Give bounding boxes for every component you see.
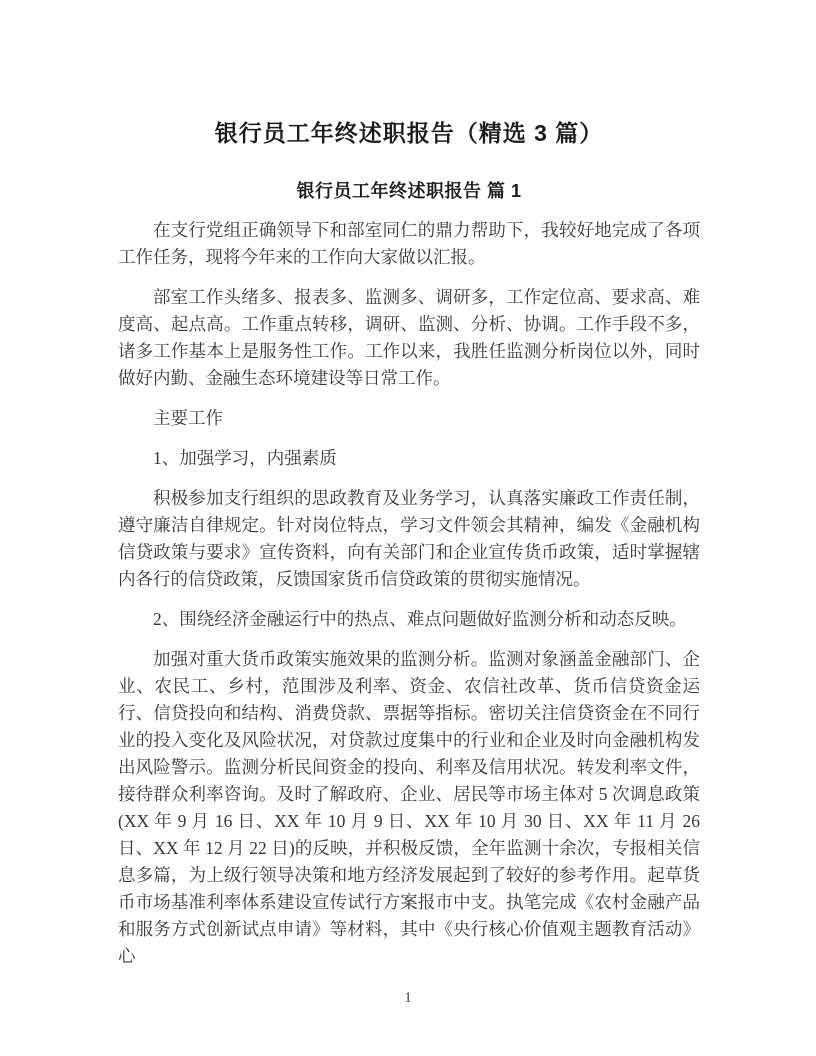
paragraph: 在支行党组正确领导下和部室同仁的鼎力帮助下，我较好地完成了各项工作任务，现将今年来的工作向大家做以汇报。 (118, 220, 700, 267)
paragraph: 2、围绕经济金融运行中的热点、难点问题做好监测分析和动态反映。 (153, 609, 687, 629)
page-number: 1 (404, 990, 412, 1006)
paragraph: 1、加强学习，内强素质 (153, 448, 337, 468)
paragraph: 加强对重大货币政策实施效果的监测分析。监测对象涵盖金融部门、企业、农民工、乡村，范围涉及利率、资金、农信社改革、货币信贷资金运行、信贷投向和结构、消费贷款、票据等指标。密切关注信贷资金在不同行业的投入变化及风险状况，对贷款过度集中的行业和企业及时向金融机构发出风险警示。监测分析民间资金的投向、利率及信用状况。转发利率文件，接待群众利率咨询。及时了解政府、企业、居民等市场主体对 5 次调息政策(XX 年 9 月 16 日、XX 年 10 月 9 日、XX 年 10 月 30 日、XX 年 11 月 26 日、XX 年 12 月 22 日)的反映，并积极反馈，全年监测十余次，专报相关信息多篇，为上级行领导决策和地方经济发展起到了较好的参考作用。起草货币市场基准利率体系建设宣传试行方案报市中支。执笔完成《农村金融产品和服务方式创新试点申请》等材料，其中《央行核心价值观主题教育活动》心 (118, 649, 700, 966)
document-title: 银行员工年终述职报告（精选 3 篇） (214, 120, 604, 146)
section-heading: 银行员工年终述职报告 篇 1 (296, 181, 522, 201)
paragraph: 部室工作头绪多、报表多、监测多、调研多，工作定位高、要求高、难度高、起点高。工作重点转移，调研、监测、分析、协调。工作手段不多，诸多工作基本上是服务性工作。工作以来，我胜任监测分析岗位以外，同时做好内勤、金融生态环境建设等日常工作。 (118, 287, 700, 388)
paragraph: 积极参加支行组织的思政教育及业务学习，认真落实廉政工作责任制，遵守廉洁自律规定。针对岗位特点，学习文件领会其精神，编发《金融机构信贷政策与要求》宣传资料，向有关部门和企业宣传货币政策，适时掌握辖内各行的信贷政策，反馈国家货币信贷政策的贯彻实施情况。 (118, 488, 700, 589)
paragraph: 主要工作 (153, 408, 223, 428)
paragraph-list (118, 217, 700, 970)
